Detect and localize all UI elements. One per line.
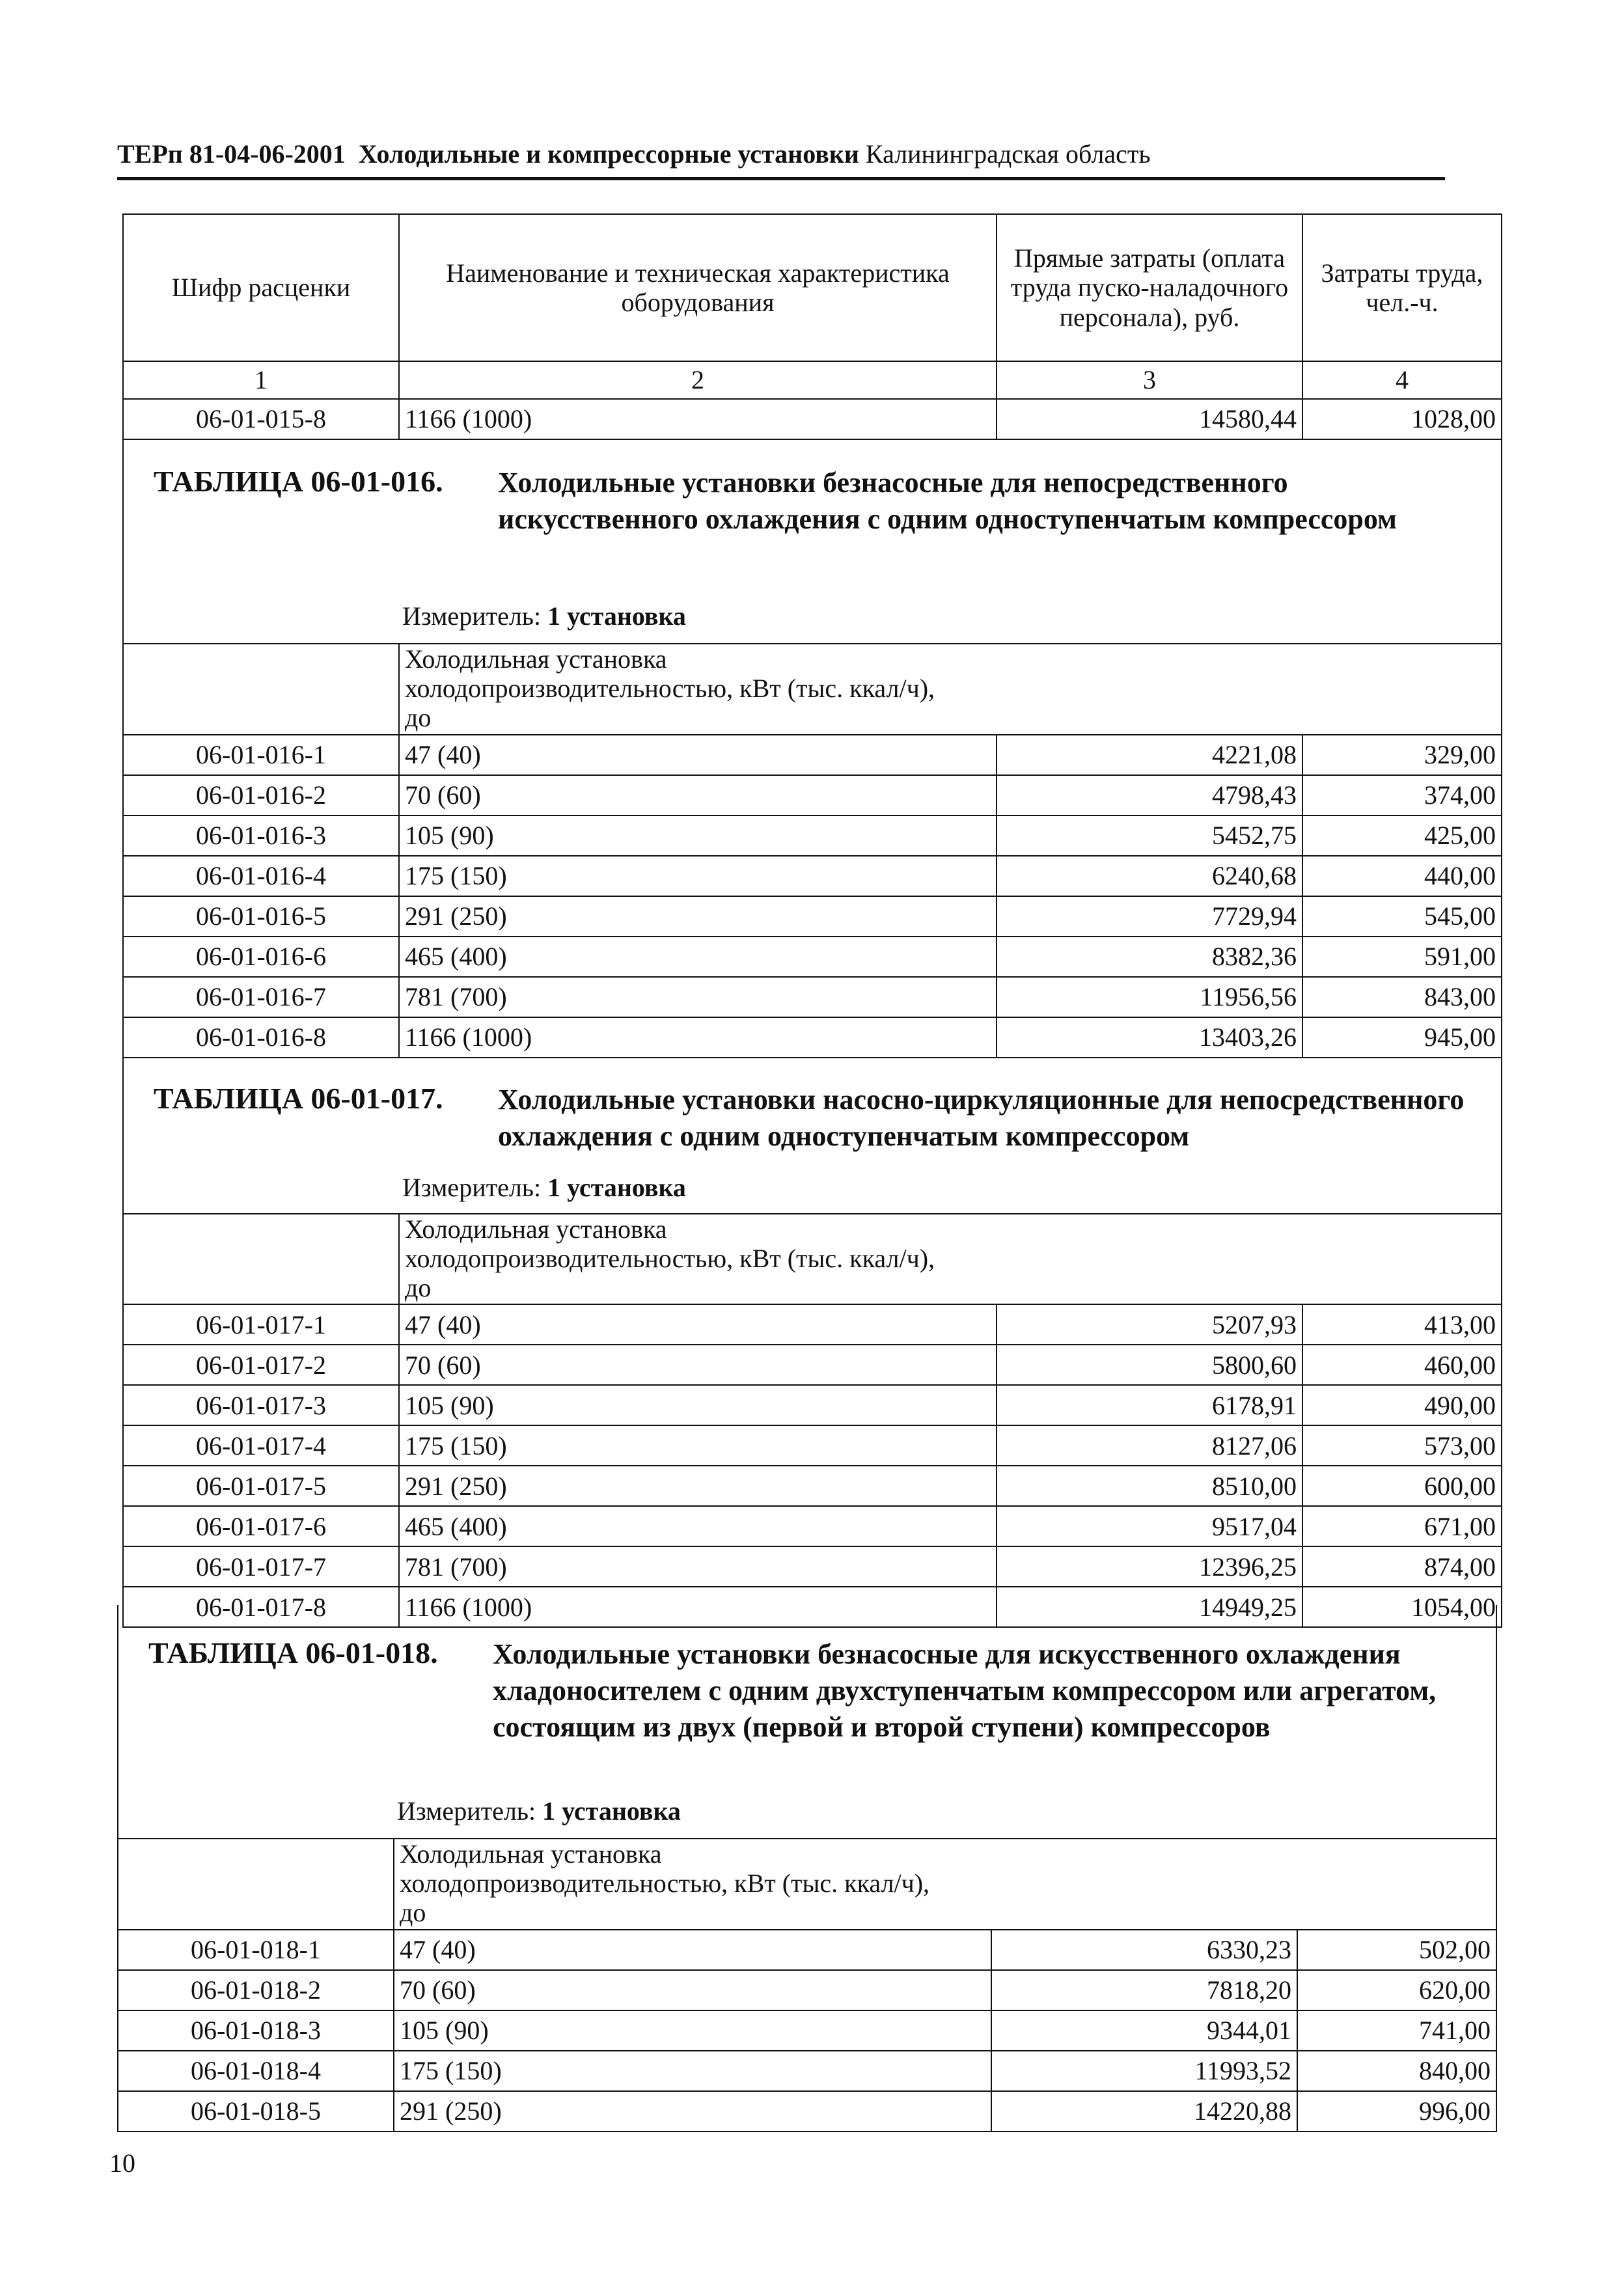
rate-cost: 6178,91 xyxy=(997,1385,1302,1425)
page-number: 10 xyxy=(109,2148,135,2178)
rate-labor: 329,00 xyxy=(1302,735,1502,775)
rate-code: 06-01-015-8 xyxy=(123,399,399,439)
rate-code: 06-01-018-2 xyxy=(118,1970,394,2010)
meter-label: Измеритель: xyxy=(402,601,542,631)
table-row xyxy=(123,1017,1502,1058)
col-number: 1 xyxy=(123,361,399,399)
row-description: Холодильная установка холодопроизводительностью, кВт (тыс. ккал/ч), до xyxy=(399,1214,1502,1305)
rate-labor: 671,00 xyxy=(1302,1506,1502,1546)
meter-label: Измеритель: xyxy=(397,1796,536,1826)
document-code: ТЕРп 81-04-06-2001 xyxy=(117,139,346,169)
rate-code: 06-01-017-8 xyxy=(123,1587,399,1627)
section-heading-017 xyxy=(123,1058,1502,1214)
rate-code: 06-01-017-3 xyxy=(123,1385,399,1425)
table-row xyxy=(123,977,1502,1017)
col-number: 2 xyxy=(399,361,997,399)
rate-name: 1166 (1000) xyxy=(399,399,997,439)
rate-code: 06-01-016-2 xyxy=(123,775,399,816)
section-heading-016 xyxy=(123,439,1502,644)
table-row xyxy=(118,2010,1496,2051)
rate-labor: 502,00 xyxy=(1297,1930,1496,1970)
rate-labor: 1054,00 xyxy=(1302,1587,1502,1627)
meter-label: Измеритель: xyxy=(402,1172,542,1202)
table-row xyxy=(123,937,1502,977)
table-row xyxy=(123,735,1502,775)
table-number: ТАБЛИЦА 06-01-016. xyxy=(154,465,443,498)
table-row xyxy=(118,2091,1496,2131)
table-row xyxy=(123,775,1502,816)
table-number: ТАБЛИЦА 06-01-017. xyxy=(154,1081,443,1115)
table-row xyxy=(123,856,1502,896)
rate-name: 47 (40) xyxy=(399,735,997,775)
rate-name: 47 (40) xyxy=(399,1304,997,1345)
rate-name: 70 (60) xyxy=(394,1970,991,2010)
rate-labor: 620,00 xyxy=(1297,1970,1496,2010)
rate-labor: 843,00 xyxy=(1302,977,1502,1017)
meter-value: 1 установка xyxy=(542,1796,681,1826)
rate-cost: 5207,93 xyxy=(997,1304,1302,1345)
rate-cost: 4798,43 xyxy=(997,775,1302,816)
rate-labor: 1028,00 xyxy=(1302,399,1502,439)
col-number: 4 xyxy=(1302,361,1502,399)
rate-cost: 14220,88 xyxy=(991,2091,1297,2131)
table-row xyxy=(123,1506,1502,1546)
rate-code: 06-01-017-2 xyxy=(123,1345,399,1385)
region-name: Калининградская область xyxy=(865,139,1151,169)
table-row xyxy=(123,1345,1502,1385)
column-headers xyxy=(123,214,1502,361)
rate-name: 175 (150) xyxy=(399,1425,997,1466)
rate-name: 105 (90) xyxy=(399,816,997,856)
rate-name: 1166 (1000) xyxy=(399,1017,997,1058)
rate-cost: 8127,06 xyxy=(997,1425,1302,1466)
table-row xyxy=(118,2051,1496,2091)
rate-cost: 7818,20 xyxy=(991,1970,1297,2010)
rate-cost: 7729,94 xyxy=(997,896,1302,937)
rate-code: 06-01-016-5 xyxy=(123,896,399,937)
rate-labor: 874,00 xyxy=(1302,1546,1502,1587)
rate-name: 465 (400) xyxy=(399,937,997,977)
rate-code: 06-01-016-1 xyxy=(123,735,399,775)
rate-cost: 11993,52 xyxy=(991,2051,1297,2091)
rate-code: 06-01-016-3 xyxy=(123,816,399,856)
rates-table-018 xyxy=(117,1605,1497,2132)
col-header-cost: Прямые затраты (оплата труда пуско-наладочного персонала), руб. xyxy=(997,214,1302,361)
rate-code: 06-01-016-8 xyxy=(123,1017,399,1058)
rate-labor: 460,00 xyxy=(1302,1345,1502,1385)
rate-cost: 4221,08 xyxy=(997,735,1302,775)
rate-name: 175 (150) xyxy=(399,856,997,896)
rate-labor: 840,00 xyxy=(1297,2051,1496,2091)
rate-labor: 600,00 xyxy=(1302,1466,1502,1506)
rate-labor: 996,00 xyxy=(1297,2091,1496,2131)
rate-cost: 6240,68 xyxy=(997,856,1302,896)
rate-name: 781 (700) xyxy=(399,977,997,1017)
document-title: Холодильные и компрессорные установки xyxy=(358,139,859,169)
table-row xyxy=(118,1970,1496,2010)
rate-name: 781 (700) xyxy=(399,1546,997,1587)
rate-cost: 6330,23 xyxy=(991,1930,1297,1970)
table-row xyxy=(123,399,1502,439)
rate-name: 105 (90) xyxy=(399,1385,997,1425)
table-row xyxy=(123,816,1502,856)
table-row xyxy=(123,1385,1502,1425)
rates-table-1 xyxy=(122,213,1502,1628)
table-row xyxy=(123,1546,1502,1587)
row-description: Холодильная установка холодопроизводительностью, кВт (тыс. ккал/ч), до xyxy=(394,1839,1496,1930)
rate-labor: 413,00 xyxy=(1302,1304,1502,1345)
rate-name: 105 (90) xyxy=(394,2010,991,2051)
table-row xyxy=(123,1466,1502,1506)
description-row xyxy=(123,644,1502,735)
rate-name: 465 (400) xyxy=(399,1506,997,1546)
rate-code: 06-01-018-3 xyxy=(118,2010,394,2051)
page-header xyxy=(117,138,1445,171)
rate-cost: 13403,26 xyxy=(997,1017,1302,1058)
description-row xyxy=(118,1839,1496,1930)
rate-code: 06-01-017-7 xyxy=(123,1546,399,1587)
rate-cost: 8382,36 xyxy=(997,937,1302,977)
rate-code: 06-01-017-4 xyxy=(123,1425,399,1466)
col-number: 3 xyxy=(997,361,1302,399)
header-rule xyxy=(117,177,1445,180)
table-title: Холодильные установки безнасосные для искусственного охлаждения хладоносителем с одним двухступенчатым компрессором или агрегатом, состоящим из двух (первой и второй ступени) компрессоров xyxy=(493,1638,1437,1743)
rate-labor: 490,00 xyxy=(1302,1385,1502,1425)
rate-labor: 741,00 xyxy=(1297,2010,1496,2051)
rate-code: 06-01-016-4 xyxy=(123,856,399,896)
meter-value: 1 установка xyxy=(547,1172,686,1202)
measurement-unit xyxy=(402,1173,686,1202)
table-row xyxy=(123,1425,1502,1466)
table-row xyxy=(118,1930,1496,1970)
rate-labor: 591,00 xyxy=(1302,937,1502,977)
rate-code: 06-01-017-6 xyxy=(123,1506,399,1546)
rate-cost: 5452,75 xyxy=(997,816,1302,856)
rate-name: 175 (150) xyxy=(394,2051,991,2091)
measurement-unit xyxy=(397,1796,681,1826)
rate-code: 06-01-017-1 xyxy=(123,1304,399,1345)
col-header-labor: Затраты труда, чел.-ч. xyxy=(1302,214,1502,361)
rate-cost: 14580,44 xyxy=(997,399,1302,439)
rate-name: 291 (250) xyxy=(399,1466,997,1506)
table-title: Холодильные установки насосно-циркуляционные для непосредственного охлаждения с одним одноступенчатым компрессором xyxy=(498,1083,1465,1152)
rate-cost: 14949,25 xyxy=(997,1587,1302,1627)
rate-labor: 945,00 xyxy=(1302,1017,1502,1058)
measurement-unit xyxy=(402,601,686,631)
rate-name: 70 (60) xyxy=(399,775,997,816)
rate-cost: 11956,56 xyxy=(997,977,1302,1017)
rate-labor: 440,00 xyxy=(1302,856,1502,896)
rate-cost: 5800,60 xyxy=(997,1345,1302,1385)
rate-code: 06-01-018-5 xyxy=(118,2091,394,2131)
rate-name: 291 (250) xyxy=(399,896,997,937)
rate-name: 291 (250) xyxy=(394,2091,991,2131)
rate-labor: 545,00 xyxy=(1302,896,1502,937)
rate-labor: 573,00 xyxy=(1302,1425,1502,1466)
rate-code: 06-01-018-4 xyxy=(118,2051,394,2091)
rate-code: 06-01-018-1 xyxy=(118,1930,394,1970)
rate-cost: 9517,04 xyxy=(997,1506,1302,1546)
rate-labor: 374,00 xyxy=(1302,775,1502,816)
rate-code: 06-01-016-6 xyxy=(123,937,399,977)
table-title: Холодильные установки безнасосные для непосредственного искусственного охлаждения с одним одноступенчатым компрессором xyxy=(498,467,1397,535)
table-number: ТАБЛИЦА 06-01-018. xyxy=(148,1636,438,1669)
rate-cost: 8510,00 xyxy=(997,1466,1302,1506)
row-description: Холодильная установка холодопроизводительностью, кВт (тыс. ккал/ч), до xyxy=(399,644,1502,735)
rate-cost: 9344,01 xyxy=(991,2010,1297,2051)
rate-labor: 425,00 xyxy=(1302,816,1502,856)
section-heading-018 xyxy=(118,1605,1496,1839)
meter-value: 1 установка xyxy=(547,601,686,631)
rate-cost: 12396,25 xyxy=(997,1546,1302,1587)
rate-name: 70 (60) xyxy=(399,1345,997,1385)
rate-code: 06-01-017-5 xyxy=(123,1466,399,1506)
column-numbers xyxy=(123,361,1502,399)
rate-name: 47 (40) xyxy=(394,1930,991,1970)
table-row xyxy=(123,896,1502,937)
rate-code: 06-01-016-7 xyxy=(123,977,399,1017)
col-header-code: Шифр расценки xyxy=(123,214,399,361)
rate-name: 1166 (1000) xyxy=(399,1587,997,1627)
description-row xyxy=(123,1214,1502,1305)
table-row xyxy=(123,1304,1502,1345)
col-header-name: Наименование и техническая характеристика оборудования xyxy=(399,214,997,361)
